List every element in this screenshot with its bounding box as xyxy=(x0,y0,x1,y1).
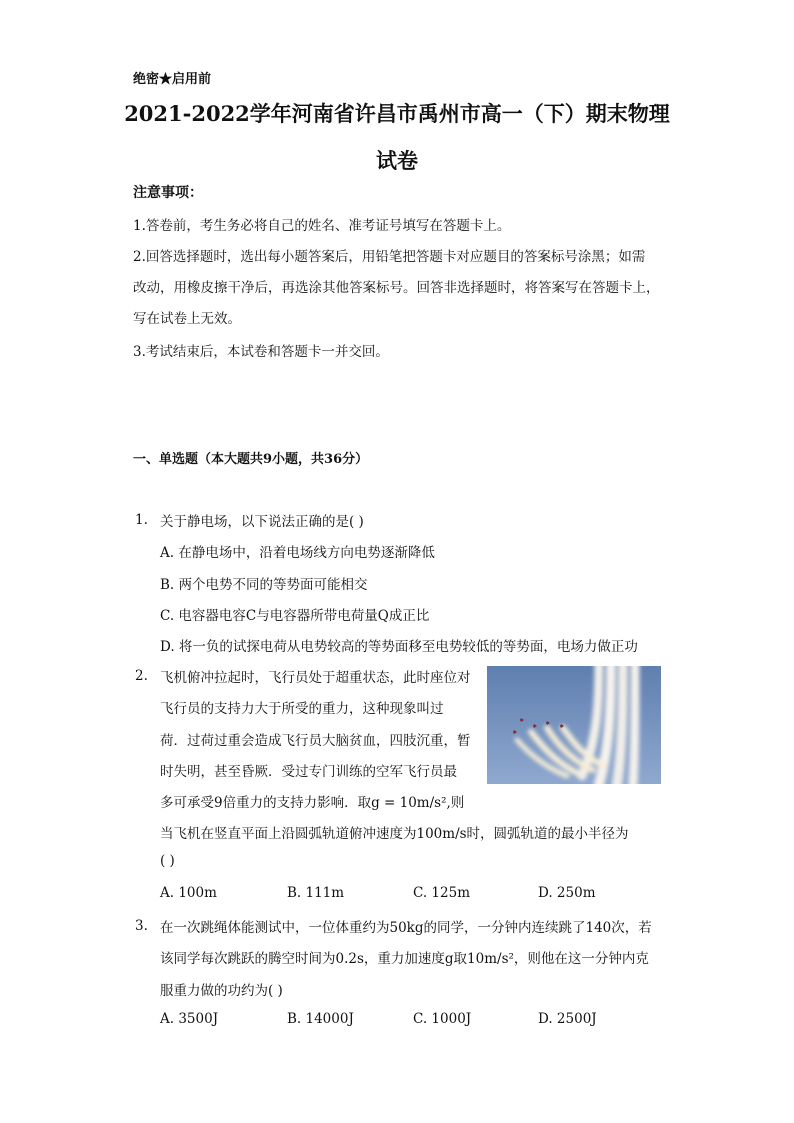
question-3-option-b: B. 14000J xyxy=(287,1011,354,1027)
notice-line-4: 写在试卷上无效。 xyxy=(133,311,241,327)
notice-line-3: 改动，用橡皮擦干净后，再选涂其他答案标号。回答非选择题时，将答案写在答题卡上， xyxy=(133,280,660,296)
question-2-option-d: D. 250m xyxy=(538,885,596,901)
question-3-line-1: 在一次跳绳体能测试中，一位体重约为50kg的同学，一分钟内连续跳了140次，若 xyxy=(160,920,652,936)
notice-line-2: 2.回答选择题时，选出每小题答案后，用铅笔把答题卡对应题目的答案标号涂黑；如需 xyxy=(133,249,646,265)
question-3-option-a: A. 3500J xyxy=(160,1011,219,1027)
question-2-option-c: C. 125m xyxy=(413,885,470,901)
question-3-number: 3. xyxy=(135,918,148,934)
question-2-line-5: 多可承受9倍重力的支持力影响．取g = 10m/s²,则 xyxy=(160,795,465,811)
question-3-option-d: D. 2500J xyxy=(538,1011,597,1027)
question-2-line-2: 飞行员的支持力大于所受的重力，这种现象叫过 xyxy=(160,701,444,717)
exam-title-line2: 试卷 xyxy=(376,148,418,173)
question-2-option-b: B. 111m xyxy=(287,885,345,901)
notice-heading: 注意事项： xyxy=(133,185,203,201)
question-3-option-c: C. 1000J xyxy=(413,1011,472,1027)
aerobatic-jets-photo xyxy=(487,666,661,784)
question-3-line-2: 该同学每次跳跃的腾空时间为0.2s，重力加速度g取10m/s²，则他在这一分钟内克 xyxy=(160,951,649,967)
question-2-option-a: A. 100m xyxy=(160,885,217,901)
section-title: 一、单选题（本大题共9小题，共36分） xyxy=(133,452,369,467)
question-1-option-a: A. 在静电场中，沿着电场线方向电势逐渐降低 xyxy=(160,545,435,561)
question-2-line-6: 当飞机在竖直平面上沿圆弧轨道俯冲速度为100m/s时，圆弧轨道的最小半径为 xyxy=(160,826,629,842)
notice-line-5: 3.考试结束后，本试卷和答题卡一并交回。 xyxy=(133,344,389,360)
question-1-stem: 关于静电场，以下说法正确的是( ) xyxy=(160,514,364,530)
question-1-number: 1. xyxy=(135,512,148,528)
secret-mark: 绝密★启用前 xyxy=(133,72,212,87)
question-2-number: 2. xyxy=(135,668,148,684)
question-2-line-7: ( ) xyxy=(160,853,175,869)
question-1-option-d: D. 将一负的试探电荷从电势较高的等势面移至电势较低的等势面，电场力做正功 xyxy=(160,639,638,655)
question-2-line-1: 飞机俯冲拉起时，飞行员处于超重状态，此时座位对 xyxy=(160,670,471,686)
exam-title-line1: 2021-2022学年河南省许昌市禹州市高一（下）期末物理 xyxy=(124,101,670,126)
question-2-line-4: 时失明，甚至昏厥．受过专门训练的空军飞行员最 xyxy=(160,764,457,780)
question-1-option-c: C. 电容器电容C与电容器所带电荷量Q成正比 xyxy=(160,608,430,624)
question-3-line-3: 服重力做的功约为( ) xyxy=(160,983,283,999)
question-2-line-3: 荷．过荷过重会造成飞行员大脑贫血，四肢沉重，暂 xyxy=(160,733,471,749)
notice-line-1: 1.答卷前，考生务必将自己的姓名、准考证号填写在答题卡上。 xyxy=(133,218,511,234)
question-1-option-b: B. 两个电势不同的等势面可能相交 xyxy=(160,577,368,593)
